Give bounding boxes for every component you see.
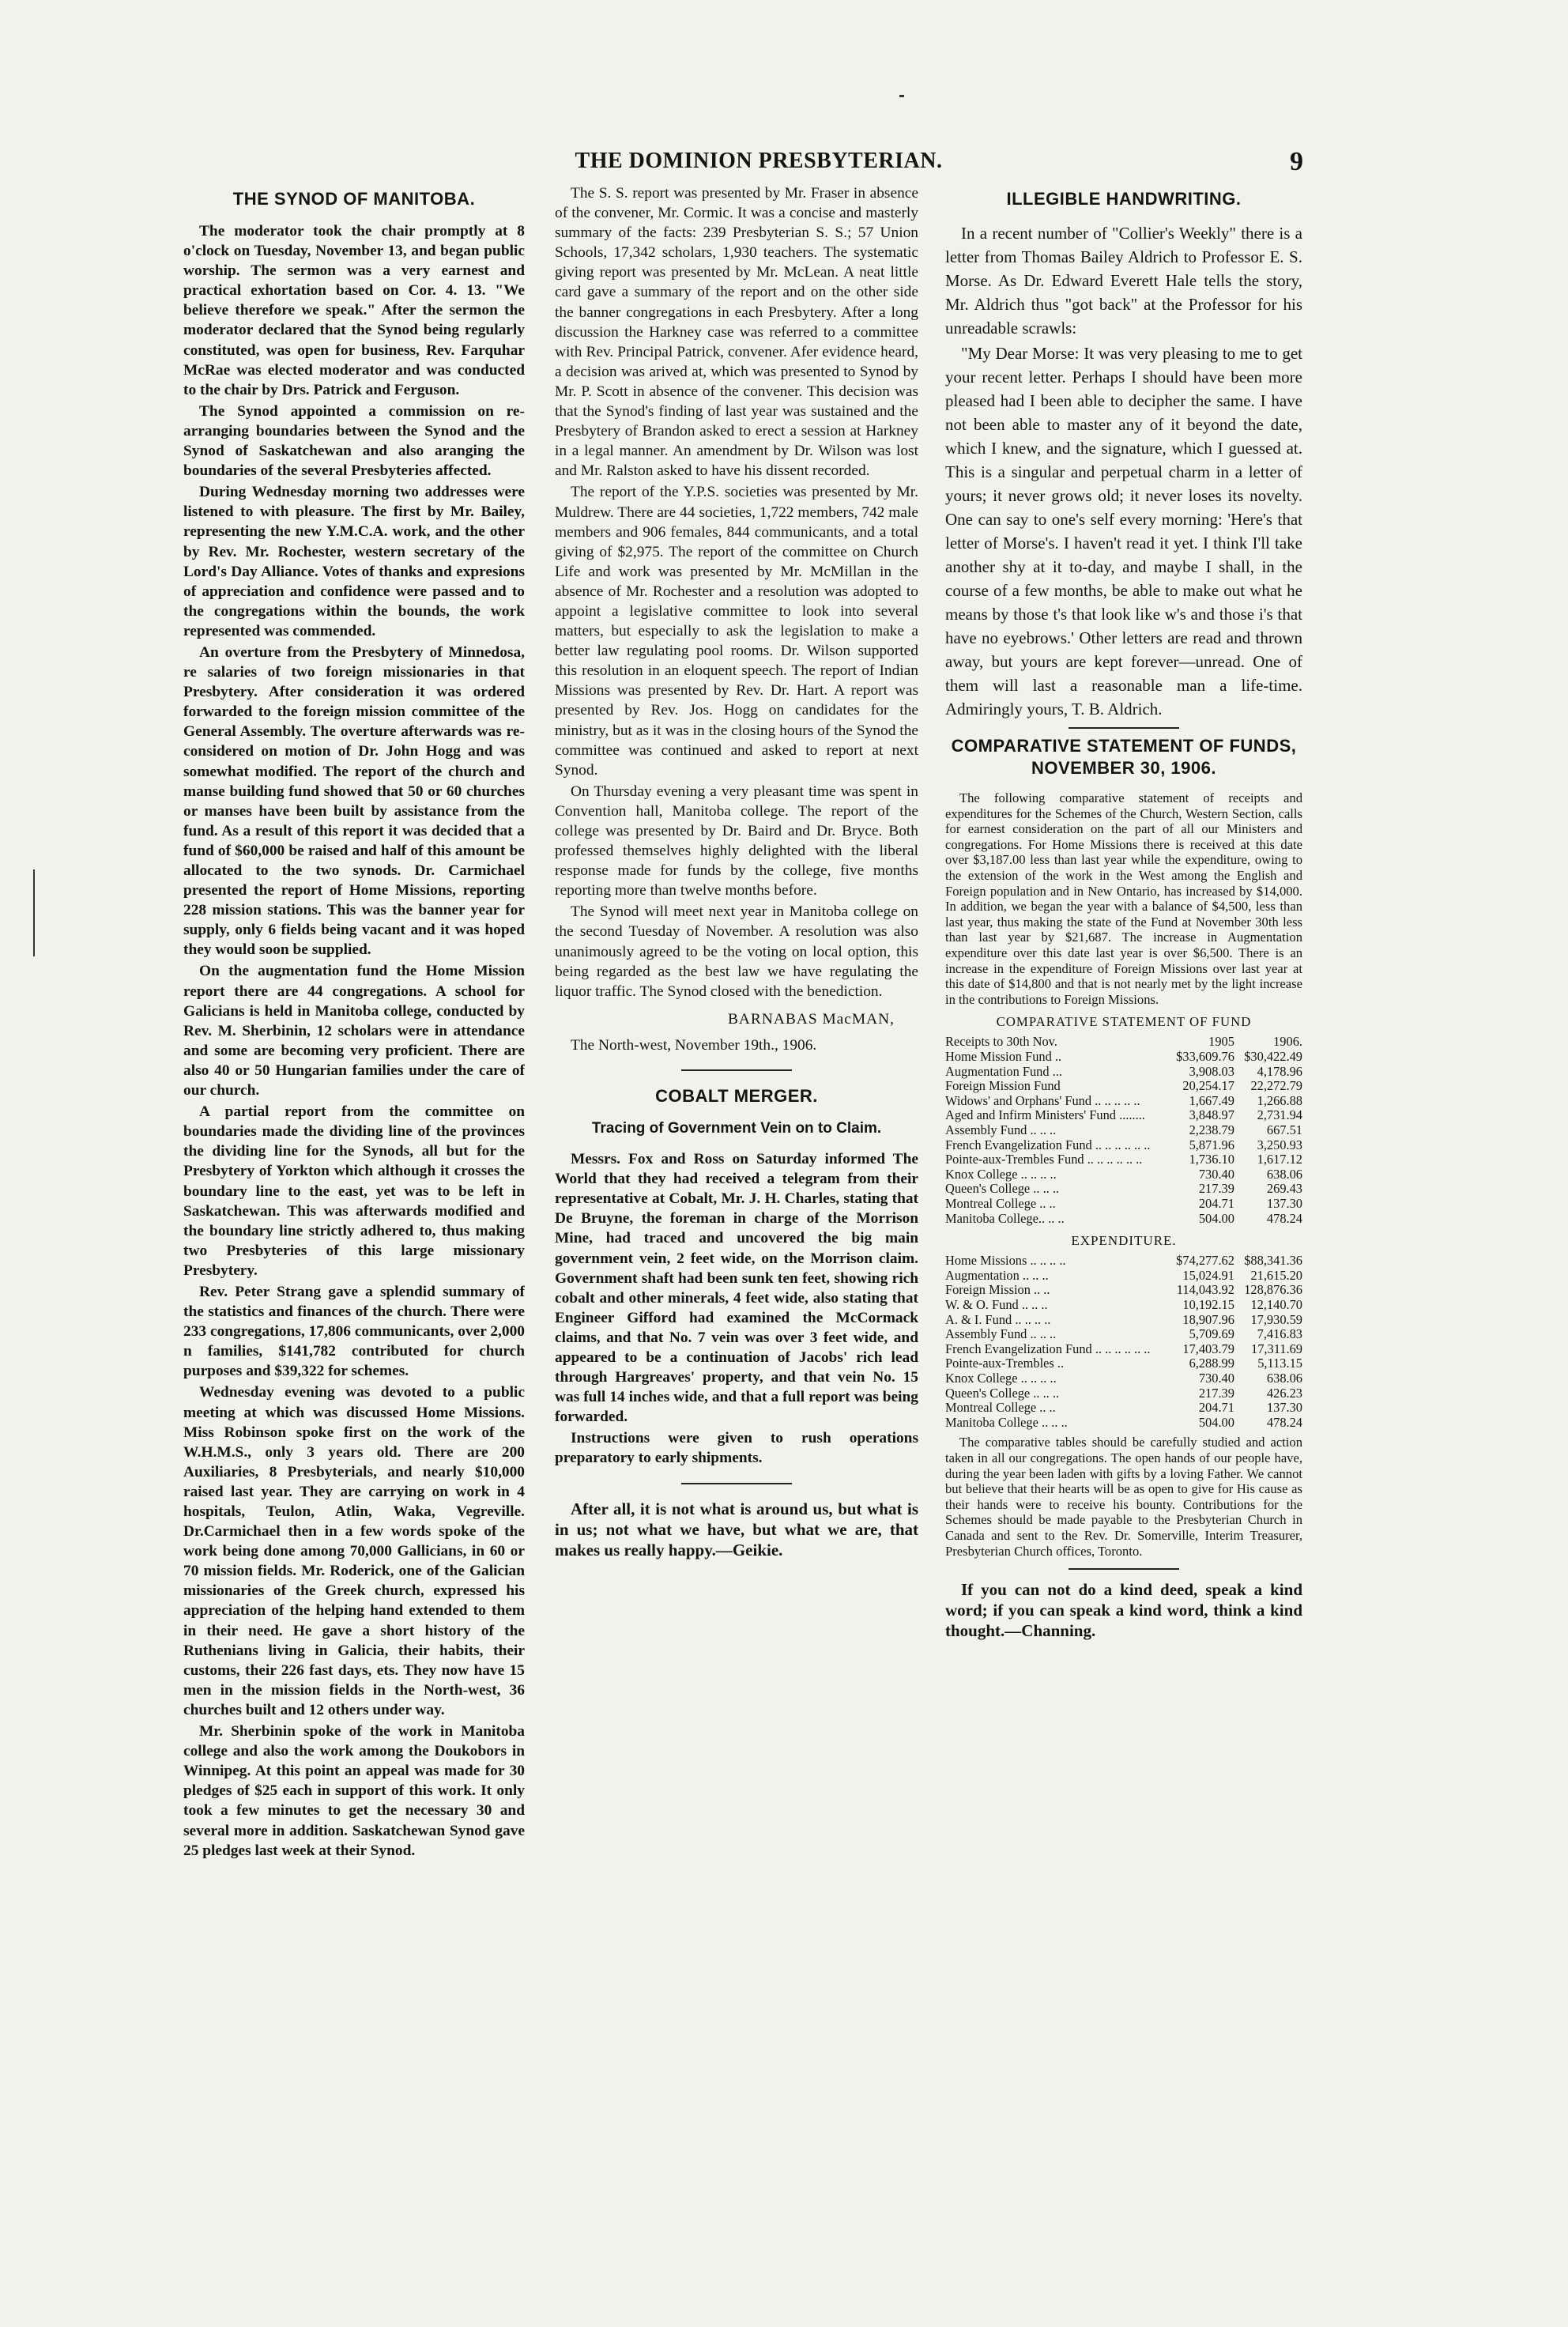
table-title: COMPARATIVE STATEMENT OF FUND (996, 1014, 1252, 1030)
article-title-comparative: COMPARATIVE STATEMENT OF FUNDS, NOVEMBER 30, 1906. (951, 736, 1297, 778)
table-cell: 128,876.36 (1244, 1282, 1302, 1298)
table-cell: 1,617.12 (1257, 1152, 1302, 1167)
table-cell: 478.24 (1266, 1210, 1302, 1226)
table-cell: 3,250.93 (1257, 1137, 1302, 1152)
table-cell: Augmentation .. .. .. (945, 1268, 1049, 1283)
table-cell: W. & O. Fund .. .. .. (945, 1298, 1048, 1312)
table-cell: Home Mission Fund .. (945, 1050, 1062, 1064)
table-cell: 114,043.92 (1176, 1282, 1234, 1298)
table-row (945, 1065, 1302, 1080)
table-cell: 204.71 (1198, 1195, 1234, 1211)
table-cell: 17,311.69 (1251, 1341, 1302, 1356)
comparative-outro-block (945, 1435, 1302, 1559)
article-paragraph: Messrs. Fox and Ross on Saturday informed The World that they had received a telegram from their representative at Cobalt, Mr. J. H. Charles, stating that De Bruyne, the foreman in charge of the Morrison Mine, had traced and uncovered the big main government vein, 2 feet wide, on the Morrison claim. Government shaft had been sunk ten feet, showing rich cobalt and other minerals, 4 feet wide, also stating that Engineer Gifford had examined the McCormack claims, and that No. 7 vein was over 3 feet wide, and appeared to be a continuation of Jacobs' rich lead through Hargreaves' property, and that vein No. 15 was full 14 inches wide, and that a full report was being forwarded. (555, 1151, 918, 1426)
table-cell: Foreign Mission Fund (945, 1079, 1061, 1094)
table-cell: 21,615.20 (1250, 1267, 1302, 1283)
article-paragraph: Instructions were given to rush operations preparatory to early shipments. (555, 1430, 918, 1467)
table-cell: 217.39 (1198, 1181, 1234, 1197)
divider (681, 1069, 792, 1071)
column-3 (945, 183, 1302, 2223)
column-2 (555, 183, 918, 2223)
table-cell: Pointe-aux-Trembles .. (945, 1356, 1065, 1371)
table-row (945, 1356, 1302, 1371)
article-paragraph: During Wednesday morning two addresses were listened to with pleasure. The first by Mr. Bailey, representing the new Y.M.C.A. work, and the other by Rev. Mr. Rochester, western secretary of the Lord's Day Alliance. Votes of thanks and expresions of appreciation and confidence were passed and to the congregations within the bounds, the work represented was commended. (183, 484, 525, 639)
expenditure-rows (945, 1254, 1302, 1430)
article-paragraph: Wednesday evening was devoted to a public meeting at which was discussed Home Missions. Miss Robinson spoke first on the work of the W.H.M.S., only 3 years old. There are 200 Auxiliaries, 8 Presbyterials, and nearly $10,000 raised last year. They are carrying on work in 4 hospitals, Teulon, Atlin, Waka, Vegreville. Dr.Carmichael then in a few words spoke of the work being done among 70,000 Gallicians, in 60 or 70 mission fields. Mr. Roderick, one of the Galician missionaries of the Greek church, expressed his appreciation of the helping hand extended to them in their need. He gave a short history of the Ruthenians living in Galicia, their habits, their customs, their 226 fast days, ets. They now have 15 men in the mission fields in the North-west, 36 churches built and 12 others under way. (183, 1384, 525, 1718)
table-cell: 426.23 (1266, 1385, 1302, 1401)
table-row (945, 1123, 1302, 1138)
table-cell: Augmentation Fund ... (945, 1064, 1062, 1079)
margin-mark (899, 95, 904, 97)
quote-geikie: After all, it is not what is around us, but what is in us; not what we have, but what we are, that makes us really happy.—Geikie. (555, 1499, 918, 1560)
article-title-cobalt: COBALT MERGER. (655, 1086, 818, 1107)
receipts-rows (945, 1050, 1302, 1226)
table-row (945, 1094, 1302, 1109)
article-paragraph: The comparative tables should be carefully studied and action taken in all our congregations. The open hands of our people have, during the year been laden with gifts by a loving Father. We cannot but believe that their hearts will be as open to give for His cause as their hands were to receive his bounty. Contributions for the Schemes should be made payable to the Presbyterian Church in Canada and sent to the Rev. Dr. Somerville, Interim Treasurer, Presbyterian Church offices, Toronto. (945, 1435, 1302, 1559)
table-cell: $33,609.76 (1176, 1049, 1234, 1064)
table-row (945, 1371, 1302, 1386)
table-row (945, 1327, 1302, 1342)
table-cell: 3,848.97 (1189, 1107, 1234, 1123)
article-paragraph: The report of the Y.P.S. societies was presented by Mr. Muldrew. There are 44 societies, 1,722 members, 742 male members and 906 females, 844 communicants, and a total giving of $2,975. The report of the committee on Church Life and work was presented by Mr. McMillan in the absence of Mr. Rochester and a resolution was adopted to appoint a legislative committee to look into several matters, but especially to ask the legislation to make a better law regulating pool rooms. Dr. Wilson supported this resolution in an eloquent speech. The report of Indian Missions was presented by Rev. Dr. Hart. A report was presented by Rev. Jos. Hogg on candidates for the ministry, but as it was in the closing hours of the Synod the committee was continued and asked to report at next Synod. (555, 484, 918, 779)
article-paragraph: The moderator took the chair promptly at 8 o'clock on Tuesday, November 13, and began public worship. The sermon was a very earnest and practical exhortation based on Cor. 4. 13. "We believe therefore we speak." After the sermon the moderator declared that the Synod being regularly constituted, was open for business, Rev. Farquhar McRae was elected moderator and was conducted to the chair by Drs. Patrick and Ferguson. (183, 223, 525, 398)
table-cell: 3,908.03 (1189, 1063, 1234, 1079)
table-row (945, 1182, 1302, 1197)
table-cell: 730.40 (1198, 1370, 1234, 1386)
article-title-synod: THE SYNOD OF MANITOBA. (232, 189, 476, 209)
table-cell: $88,341.36 (1244, 1253, 1302, 1269)
table-cell: 4,178.96 (1257, 1063, 1302, 1079)
article-paragraph: On Thursday evening a very pleasant time was spent in Convention hall, Manitoba college. The report of the college was presented by Dr. Baird and Dr. Bryce. Both professed themselves highly delighted with the liberal response made for funds by the college, five months reporting more than twelve months before. (555, 783, 918, 899)
table-cell: 5,709.69 (1189, 1326, 1234, 1342)
table-cell: Manitoba College .. .. .. (945, 1415, 1068, 1430)
dateline: The North-west, November 19th., 1906. (571, 1036, 817, 1054)
table-row (945, 1138, 1302, 1153)
table-row (945, 1283, 1302, 1298)
divider (1069, 727, 1179, 729)
table-cell: French Evangelization Fund .. .. .. .. .. .. (945, 1137, 1151, 1152)
page-number: 9 (1290, 147, 1303, 176)
table-row (945, 1298, 1302, 1313)
table-cell: 6,288.99 (1189, 1356, 1234, 1371)
table-cell: $30,422.49 (1244, 1049, 1302, 1064)
table-cell: 5,871.96 (1189, 1137, 1234, 1152)
table-cell: $74,277.62 (1176, 1253, 1234, 1269)
expenditure-table (945, 1254, 1302, 1430)
table-row (945, 1269, 1302, 1284)
table-cell: 20,254.17 (1182, 1078, 1234, 1094)
table-cell: 638.06 (1266, 1370, 1302, 1386)
margin-mark (33, 869, 35, 956)
table-row (945, 1108, 1302, 1123)
article-paragraph: Mr. Sherbinin spoke of the work in Manitoba college and also the work among the Doukobors in Winnipeg. At this point an appeal was made for 30 pledges of $25 each in support of this work. It only took a few minutes to get the necessary 30 and several more in addition. Saskatchewan Synod gave 25 pledges last week at their Synod. (183, 1723, 525, 1859)
quote-channing: If you can not do a kind deed, speak a kind word; if you can speak a kind word, think a kind thought.—Channing. (945, 1580, 1302, 1641)
table-cell: 478.24 (1266, 1414, 1302, 1430)
table-row (945, 1152, 1302, 1167)
table-cell: Queen's College .. .. .. (945, 1182, 1060, 1197)
table-cell: 204.71 (1198, 1400, 1234, 1416)
table-row (945, 1212, 1302, 1227)
table-row (945, 1254, 1302, 1269)
table-row (945, 1416, 1302, 1431)
table-row (945, 1197, 1302, 1212)
table-cell: 504.00 (1198, 1414, 1234, 1430)
table-header-cell: 1906. (1273, 1034, 1302, 1050)
table-cell: Queen's College .. .. .. (945, 1386, 1060, 1401)
table-cell: 17,403.79 (1182, 1341, 1234, 1356)
divider (681, 1483, 792, 1484)
table-cell: Knox College .. .. .. .. (945, 1371, 1057, 1386)
table-row (945, 1050, 1302, 1065)
table-cell: Assembly Fund .. .. .. (945, 1327, 1057, 1342)
table-cell: 1,266.88 (1257, 1092, 1302, 1108)
table-cell: Home Missions .. .. .. .. (945, 1254, 1066, 1269)
table-cell: A. & I. Fund .. .. .. .. (945, 1312, 1051, 1327)
table-cell: Foreign Mission .. .. (945, 1283, 1050, 1298)
article-paragraph: Rev. Peter Strang gave a splendid summary of the statistics and finances of the church. There were 233 congregations, 17,806 communicants, over 2,000 n families, $141,782 contributed for church purposes and $39,322 for schemes. (183, 1283, 525, 1380)
table-row (945, 1167, 1302, 1182)
table-cell: 667.51 (1266, 1122, 1302, 1137)
article-subtitle-cobalt: Tracing of Government Vein on to Claim. (591, 1120, 882, 1137)
author-signature: BARNABAS MacMAN, (728, 1010, 895, 1028)
table-cell: 504.00 (1198, 1210, 1234, 1226)
table-cell: 15,024.91 (1182, 1267, 1234, 1283)
table-cell: Pointe-aux-Trembles Fund .. .. .. .. .. .. (945, 1152, 1143, 1167)
table-cell: Montreal College .. .. (945, 1401, 1056, 1416)
article-paragraph: An overture from the Presbytery of Minnedosa, re salaries of two foreign missionaries in that Presbytery. After consideration it was ordered forwarded to the foreign mission committee of the General Assembly. The overture afterwards was re-considered on motion of Dr. John Hogg and was somewhat modified. The report of the church and manse building fund showed that 50 or 60 churches or manses have been built by assistance from the fund. As a result of this report it was decided that a fund of $60,000 be raised and half of this amount be allocated to the two synods. Dr. Carmichael presented the report of Home Missions, reporting 228 mission stations. This was the banner year for supply, only 6 fields being vacant and it was hoped they would soon be supplied. (183, 643, 525, 959)
table-cell: Knox College .. .. .. .. (945, 1167, 1057, 1182)
table-header-row (945, 1035, 1302, 1050)
expenditure-title: EXPENDITURE. (1071, 1233, 1177, 1249)
article-title-handwriting: ILLEGIBLE HANDWRITING. (1006, 189, 1242, 209)
table-row (945, 1386, 1302, 1401)
comparative-intro-block (945, 790, 1302, 1007)
table-cell: 7,416.83 (1257, 1326, 1302, 1342)
table-cell: 638.06 (1266, 1166, 1302, 1182)
table-cell: 18,907.96 (1182, 1311, 1234, 1327)
table-cell: 1,667.49 (1189, 1092, 1234, 1108)
table-row (945, 1313, 1302, 1328)
table-cell: French Evangelization Fund .. .. .. .. .. .. (945, 1341, 1151, 1356)
table-cell: Widows' and Orphans' Fund .. .. .. .. .. (945, 1093, 1140, 1108)
receipts-table (945, 1035, 1302, 1226)
table-cell: 217.39 (1198, 1385, 1234, 1401)
article-paragraph: The Synod appointed a commission on re-arranging boundaries between the Synod and the Synod of Saskatchewan and also aranging the boundaries of the several Presbyteries affected. (183, 402, 525, 480)
article-paragraph: On the augmentation fund the Home Mission report there are 44 congregations. A school for Galicians is held in Manitoba college, conducted by Rev. M. Sherbinin, 12 scholars were in attendance and some are becoming very proficient. There are also 40 or 50 Hungarian families under the care of our church. (183, 963, 525, 1099)
table-cell: Montreal College .. .. (945, 1196, 1056, 1211)
article-paragraph: A partial report from the committee on boundaries made the dividing line of the provinces the dividing line for the Synods, all but for the Presbytery of Yorkton which although it crosses the boundary line to the east, yet was to be left in Saskatchewan. This was afterwards modified and the boundary line strictly adhered to, thus making two Presbyteries of this large missionary Presbytery. (183, 1103, 525, 1279)
article-paragraph: The S. S. report was presented by Mr. Fraser in absence of the convener, Mr. Cormic. It was a concise and masterly summary of the facts: 239 Presbyterian S. S.; 57 Union Schools, 17,342 scholars, 1,930 teachers. The systematic giving report was presented by Mr. McLean. A neat little card gave a summary of the report and on the other side the banner congregations in each Presbytery. After a long discussion the Harkney case was referred to a committee with Rev. Principal Patrick, convener. Afer evidence heard, a decision was arived at, which was presented to Synod by Mr. P. Scott in absence of the convener. This decision was that the Synod's finding of last year was sustained and the Presbytery of Brandon asked to erect a session at Harkney in a legal manner. An amendment by Dr. Wilson was lost and Mr. Ralston asked to have his dissent recorded. (555, 185, 918, 480)
table-cell: 2,238.79 (1189, 1122, 1234, 1137)
table-row (945, 1342, 1302, 1357)
article-paragraph: In a recent number of "Collier's Weekly" there is a letter from Thomas Bailey Aldrich to Professor E. S. Morse. As Dr. Edward Everett Hale tells the story, Mr. Aldrich thus "got back" at the Professor for his unreadable scrawls: (945, 224, 1302, 338)
divider (1069, 1568, 1179, 1570)
table-cell: 1,736.10 (1189, 1152, 1234, 1167)
table-cell: 269.43 (1266, 1181, 1302, 1197)
table-cell: 17,930.59 (1250, 1311, 1302, 1327)
masthead-title: THE DOMINION PRESBYTERIAN. (575, 149, 943, 173)
article-paragraph: The Synod will meet next year in Manitoba college on the second Tuesday of November. A resolution was also unanimously agreed to be the voting on local option, this being regarded as the best law we have regulating the liquor traffic. The Synod closed with the benediction. (555, 903, 918, 1000)
table-cell: 22,272.79 (1250, 1078, 1302, 1094)
table-cell: Assembly Fund .. .. .. (945, 1122, 1057, 1137)
table-cell: 12,140.70 (1250, 1297, 1302, 1312)
table-header-cell: 1905 (1208, 1034, 1234, 1050)
column-1 (183, 183, 525, 2223)
table-header-cell: Receipts to 30th Nov. (945, 1035, 1057, 1050)
table-cell: Aged and Infirm Ministers' Fund ........ (945, 1108, 1145, 1123)
table-row (945, 1401, 1302, 1416)
table-row (945, 1079, 1302, 1094)
table-cell: 5,113.15 (1257, 1356, 1302, 1371)
table-cell: 137.30 (1266, 1400, 1302, 1416)
letter-text: "My Dear Morse: It was very pleasing to me to get your recent letter. Perhaps I should have been more pleased had I been able to decipher the same. I have not been able to master any of it beyond the date, which I knew, and the signature, which I guessed at. This is a singular and perpetual charm in a letter of yours; it never grows old; it never loses its novelty. One can say to one's self every morning: 'Here's that letter of Morse's. I haven't read it yet. I think I'll take another shy at it to-day, and maybe I shall, in the course of a few months, be able to make out what he means by those t's that look like w's and those i's that have no eyebrows.' Other letters are read and thrown away, but yours are kept forever—unread. One of them will last a reasonable man a life-time. Admiringly yours, T. B. Aldrich. (945, 344, 1302, 718)
table-cell: Manitoba College.. .. .. (945, 1211, 1065, 1226)
table-cell: 10,192.15 (1182, 1297, 1234, 1312)
table-cell: 137.30 (1266, 1195, 1302, 1211)
table-cell: 2,731.94 (1257, 1107, 1302, 1123)
article-paragraph: The following comparative statement of receipts and expenditures for the Schemes of the Church, Western Section, calls for earnest consideration on the part of all our Ministers and congregations. For Home Missions there is received at this date over $3,187.00 less than last year while the expenditure, owing to the extension of the work in the West among the English and Foreign population and in New Ontario, has increased by $14,000. In addition, we began the year with a balance of $4,500, less than last year, thus making the state of the Fund at November 30th less than last year by $21,687. The increase in Augmentation expenditure over this date last year is over $6,500. There is an increase in the expenditure of Foreign Missions over last year at this date of $14,800 and that is not nearly met by the light increase in the contributions to Foreign Missions. (945, 790, 1302, 1007)
table-cell: 730.40 (1198, 1166, 1234, 1182)
